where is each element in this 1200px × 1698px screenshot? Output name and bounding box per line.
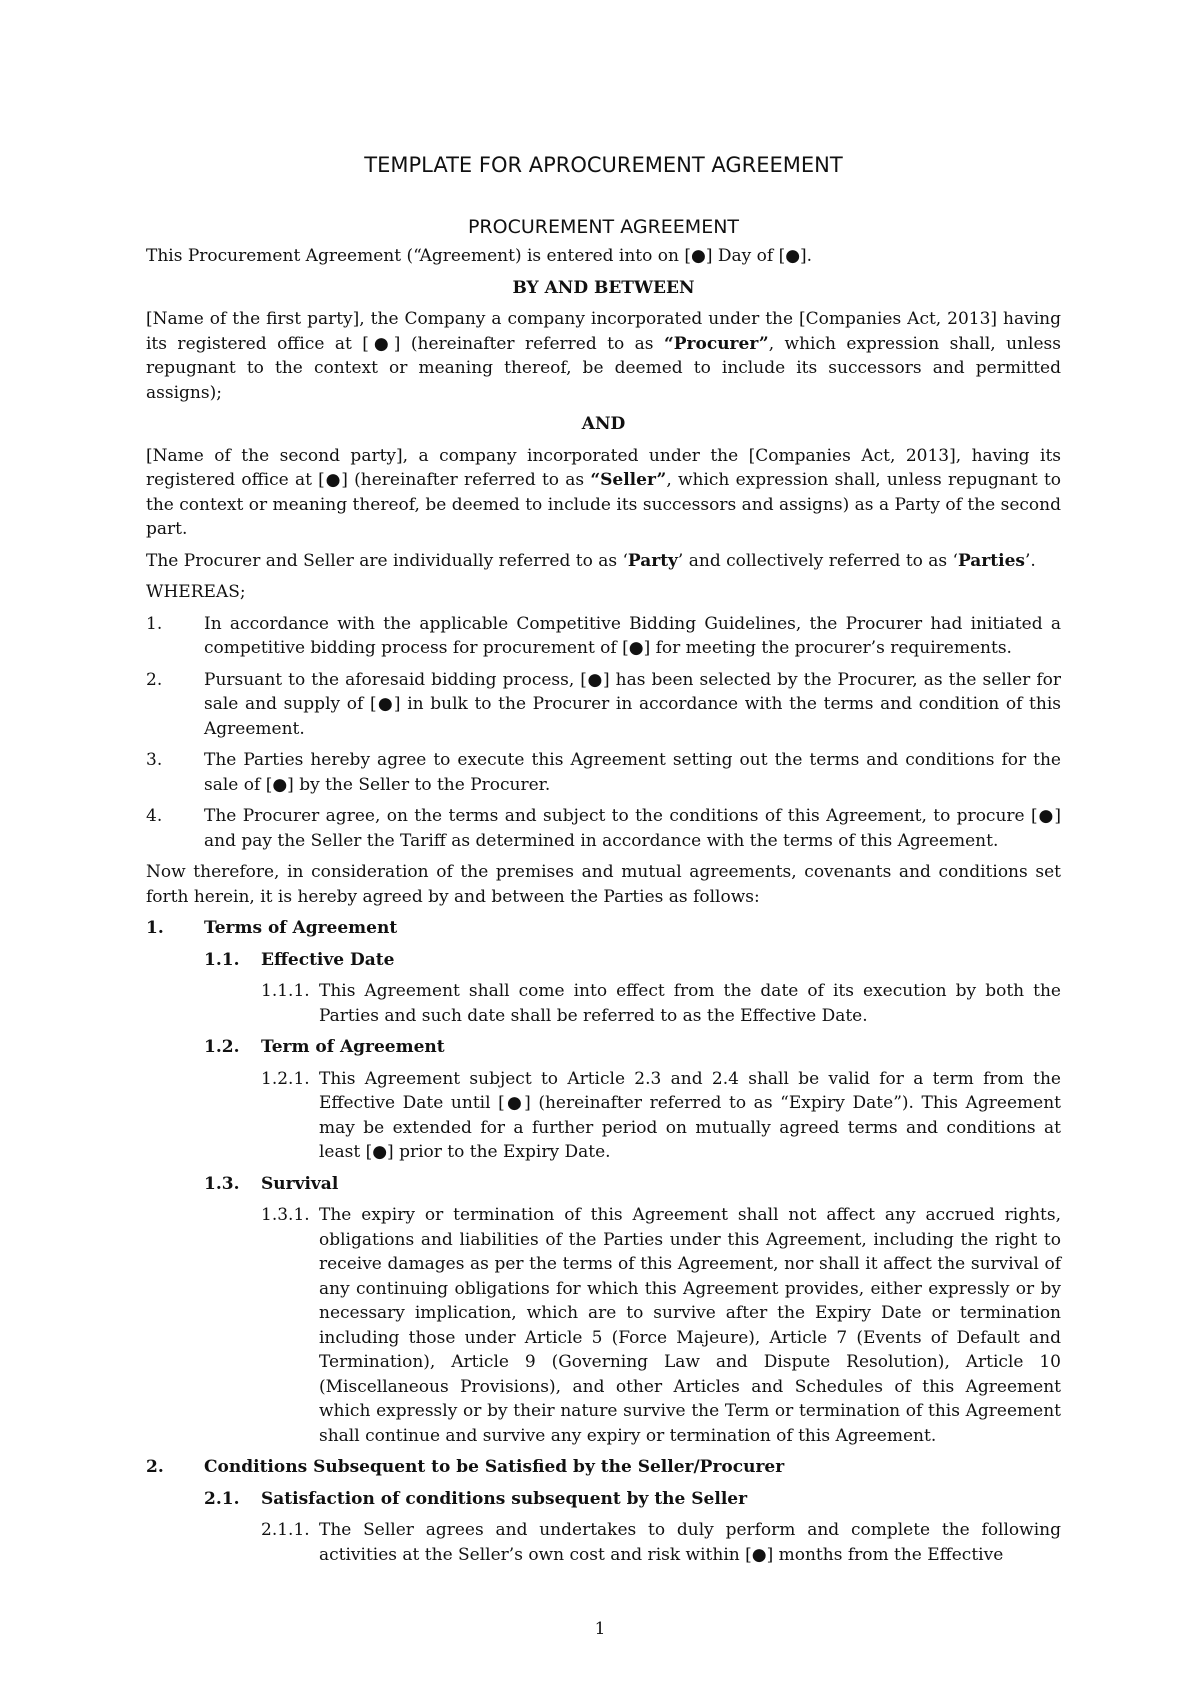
recital-text: Pursuant to the aforesaid bidding process, [●] has been selected by the Procurer, as the seller for sale and supply of [●] in bulk to the Procurer in accordance with the terms and condition of this Agreement. [204,669,1061,739]
section-number: 1. [146,918,164,938]
section-heading [146,916,1061,941]
seller-term: “Seller” [590,470,667,490]
clause-text: The Seller agrees and undertakes to duly perform and complete the following activities at the Seller’s own cost and risk within [●] months from the Effective [319,1520,1061,1565]
section-number: 2. [146,1457,164,1477]
clause-text: This Agreement shall come into effect from the date of its execution by both the Parties and such date shall be referred to as the Effective Date. [319,981,1061,1026]
party-term: Party [627,550,678,571]
agreement-title: PROCUREMENT AGREEMENT [467,216,740,238]
subsection-heading [146,948,1061,973]
second-party-text-post: , which expression shall, unless repugnant to the context or meaning thereof, be deemed to include its successors and assigns) as a Party of the second part. [146,470,1062,539]
subsection-title: Survival [261,1173,339,1194]
recital-item [146,612,1061,661]
subsection-heading [146,1172,1061,1197]
clause-paragraph [146,1067,1061,1165]
page-number: 1 [594,1619,606,1639]
recital-item [146,668,1061,742]
parties-paragraph [146,549,1061,574]
clause-paragraph [146,1518,1061,1567]
clause-paragraph [146,979,1061,1028]
recital-text: The Procurer agree, on the terms and subject to the conditions of this Agreement, to procure [●] and pay the Seller the Tariff as determined in accordance with the terms of this Agreement. [204,806,1061,851]
intro-paragraph: This Procurement Agreement (“Agreement) is entered into on [●] Day of [●]. [146,246,813,266]
subsection-number: 1.2. [204,1037,240,1057]
whereas-heading: WHEREAS; [146,582,246,602]
recital-number: 2. [146,669,163,690]
recital-number: 1. [146,613,163,634]
subsection-heading [146,1487,1061,1512]
document-title: TEMPLATE FOR APROCUREMENT AGREEMENT [364,153,843,177]
clause-number: 2.1.1. [261,1520,310,1540]
first-party-text-post: , which expression shall, unless repugnant to the context or meaning thereof, be deemed to include its successors and permitted assigns); [146,333,1061,403]
subsection-number: 1.1. [204,949,240,970]
subsection-heading [146,1035,1061,1060]
subsection-title: Term of Agreement [261,1037,445,1057]
first-party-text-pre: [Name of the first party], the Company a company incorporated under the [Companies Act, 2013] having its registered office at [●] (hereinafter referred to as [146,309,1061,354]
by-and-between-heading: BY AND BETWEEN [512,277,695,298]
second-party-paragraph [146,444,1061,542]
subsection-number: 1.3. [204,1173,240,1194]
procurer-term: “Procurer” [663,333,769,354]
clause-number: 1.2.1. [261,1068,310,1089]
recital-text: In accordance with the applicable Competitive Bidding Guidelines, the Procurer had initiated a competitive bidding process for procurement of [●] for meeting the procurer’s requirements. [204,613,1061,658]
clause-number: 1.3.1. [261,1205,310,1225]
now-therefore-paragraph: Now therefore, in consideration of the premises and mutual agreements, covenants and conditions set forth herein, it is hereby agreed by and between the Parties as follows: [146,862,1061,907]
and-heading: AND [581,414,626,434]
section-title: Terms of Agreement [204,918,398,938]
clause-text: This Agreement subject to Article 2.3 and 2.4 shall be valid for a term from the Effective Date until [●] (hereinafter referred to as “Expiry Date”). This Agreement may be extended for a further period on mutually agreed terms and conditions at least [●] prior to the Expiry Date. [319,1068,1061,1162]
section-heading [146,1455,1061,1480]
subsection-title: Satisfaction of conditions subsequent by the Seller [261,1488,748,1509]
first-party-paragraph [146,307,1061,405]
parties-text-mid: ’ and collectively referred to as ‘ [677,550,958,571]
parties-text-post: ’. [1024,550,1036,571]
recital-text: The Parties hereby agree to execute this Agreement setting out the terms and conditions for the sale of [●] by the Seller to the Procurer. [204,750,1061,795]
clause-number: 1.1.1. [261,981,310,1001]
clause-text: The expiry or termination of this Agreement shall not affect any accrued rights, obligations and liabilities of the Parties under this Agreement, including the right to receive damages as per the terms of this Agreement, nor shall it affect the survival of any continuing obligations for which this Agreement provides, either expressly or by necessary implication, which are to survive after the Expiry Date or termination including those under Article 5 (Force Majeure), Article 7 (Events of Default and Termination), Article 9 (Governing Law and Dispute Resolution), Article 10 (Miscellaneous Provisions), and other Articles and Schedules of this Agreement which expressly or by their nature survive the Term or termination of this Agreement shall continue and survive any expiry or termination of this Agreement. [319,1205,1061,1446]
second-party-text-pre: [Name of the second party], a company incorporated under the [Companies Act, 2013], having its registered office at [●] (hereinafter referred to as [146,445,1061,490]
recital-item [146,804,1061,853]
parties-term: Parties [957,550,1025,571]
recital-number: 3. [146,750,163,770]
section-title: Conditions Subsequent to be Satisfied by the Seller/Procurer [204,1457,785,1477]
recital-item [146,748,1061,797]
clause-paragraph [146,1203,1061,1448]
parties-text-pre: The Procurer and Seller are individually referred to as ‘ [146,550,628,571]
subsection-number: 2.1. [204,1488,240,1509]
document-body [146,150,1061,1574]
recital-number: 4. [146,806,163,826]
subsection-title: Effective Date [261,949,395,970]
